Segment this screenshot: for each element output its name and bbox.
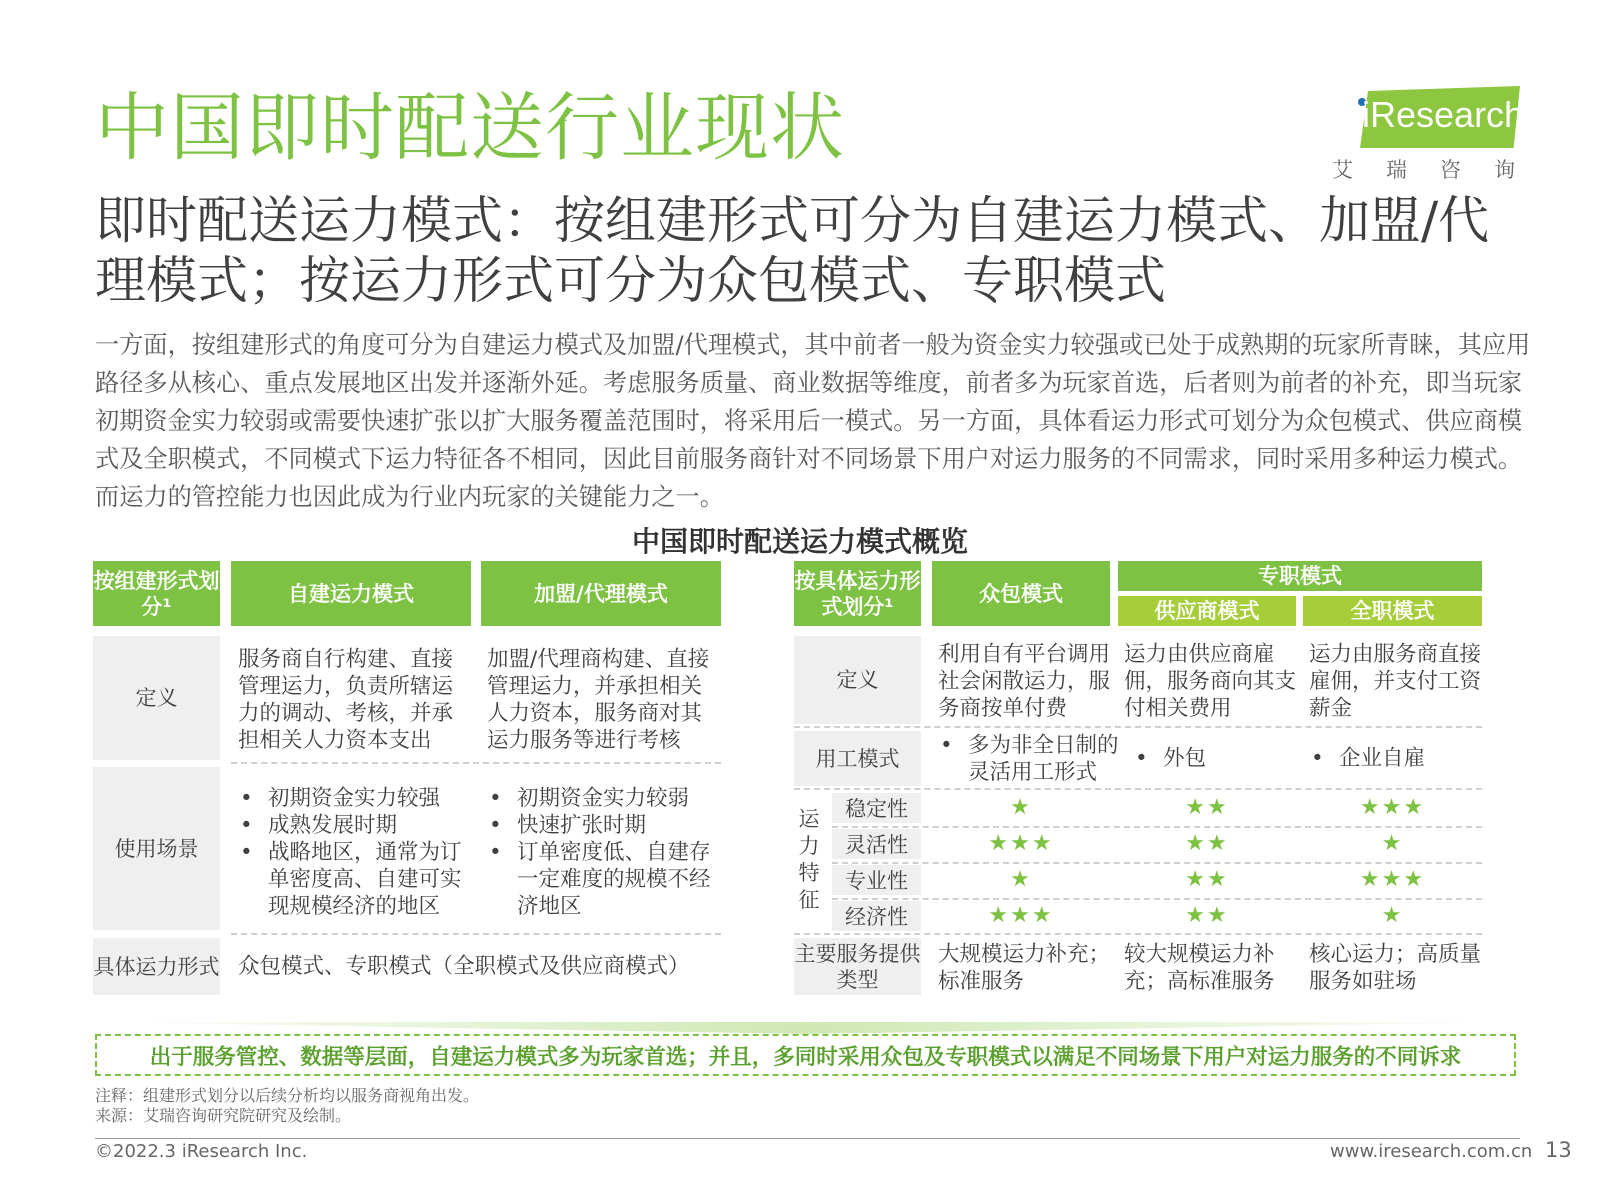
subtitle: 即时配送运力模式：按组建形式可分为自建运力模式、加盟/代理模式；按运力形式可分为众包模式、专职模式: [95, 192, 1490, 311]
right-service-type-col3: 核心运力；高质量服务如驻场: [1309, 942, 1482, 994]
footer-divider: [95, 1138, 1520, 1139]
left-scenarios-label: 使用场景: [93, 767, 220, 930]
feature-label-professionalism: 专业性: [832, 865, 921, 895]
copyright: ©2022.3 iResearch Inc.: [95, 1141, 308, 1162]
right-employment-col3: [1309, 745, 1479, 772]
list-item: • 快速扩张时期: [487, 812, 719, 839]
right-separator: [832, 898, 1482, 900]
right-separator: [794, 726, 1482, 728]
economy-supplier-rating: ★★: [1185, 903, 1229, 928]
flexibility-supplier-rating: ★★: [1185, 831, 1229, 856]
right-col1-header: 众包模式: [932, 561, 1110, 626]
intro-paragraph: 一方面，按组建形式的角度可分为自建运力模式及加盟/代理模式，其中前者一般为资金实力较强或已处于成熟期的玩家所青睐，其应用路径多从核心、重点发展地区出发并逐渐外延。考虑服务质量、商业数据等维度，前者多为玩家首选，后者则为前者的补充，即当玩家初期资金实力较弱或需要快速扩张以扩大服务覆盖范围时，将采用后一模式。另一方面，具体看运力形式可划分为众包模式、供应商模式及全职模式，不同模式下运力特征各不相同，因此目前服务商针对不同场景下用户对运力服务的不同需求，同时采用多种运力模式。而运力的管控能力也因此成为行业内玩家的关键能力之一。: [95, 331, 1531, 511]
right-separator: [794, 933, 1482, 935]
right-separator: [832, 862, 1482, 864]
right-separator: [794, 788, 1482, 790]
left-col2-header: 加盟/代理模式: [481, 561, 721, 626]
right-corner-header: 按具体运力形式划分¹: [794, 561, 921, 626]
right-definition-col1: 利用自有平台调用社会闲散运力，服务商按单付费: [938, 642, 1111, 721]
logo-brand: Research: [1370, 94, 1525, 135]
left-corner-header: 按组建形式划分¹: [93, 561, 220, 626]
footnote: 注释：组建形式划分以后续分析均以服务商视角出发。: [95, 1086, 480, 1105]
right-col2-header: 供应商模式: [1118, 596, 1296, 626]
left-col1-header: 自建运力模式: [231, 561, 471, 626]
stability-crowdsource-rating: ★: [1010, 795, 1032, 820]
list-item: • 战略地区，通常为订单密度高、自建可实现规模经济的地区: [238, 839, 470, 920]
left-separator: [231, 933, 721, 935]
right-service-type-col2: 较大规模运力补充；高标准服务: [1124, 942, 1275, 994]
economy-fulltime-rating: ★: [1381, 903, 1404, 928]
feature-label-economy: 经济性: [832, 901, 921, 931]
logo-prefix: i: [1362, 94, 1370, 135]
logo-cn: 艾瑞咨询: [1332, 158, 1548, 182]
flexibility-crowdsource-rating: ★★★: [988, 831, 1054, 856]
list-item: • 外包: [1133, 745, 1293, 772]
professionalism-supplier-rating: ★★: [1185, 867, 1229, 892]
list-item: • 初期资金实力较强: [238, 785, 470, 812]
notes: [95, 1086, 479, 1126]
left-definition-label: 定义: [93, 636, 220, 760]
feature-label-flexibility: 灵活性: [832, 829, 921, 859]
stability-fulltime-rating: ★★★: [1359, 795, 1426, 820]
left-capacity-form-value: 众包模式、专职模式（全职模式及供应商模式）: [238, 954, 690, 979]
professionalism-crowdsource-rating: ★: [1010, 867, 1032, 892]
feature-label-stability: 稳定性: [832, 793, 921, 823]
left-definition-col2: 加盟/代理商构建、直接管理运力，并承担相关人力资本，服务商对其运力服务等进行考核: [487, 647, 710, 753]
left-definition-col1: 服务商自行构建、直接管理运力，负责所辖运力的调动、考核，并承担相关人力资本支出: [238, 647, 454, 753]
economy-crowdsource-rating: ★★★: [988, 903, 1054, 928]
right-definition-label: 定义: [794, 636, 921, 724]
right-employment-col2: [1133, 745, 1293, 772]
right-service-type-col1: 大规模运力补充；标准服务: [938, 942, 1111, 994]
stability-supplier-rating: ★★: [1185, 795, 1229, 820]
list-item: • 多为非全日制的灵活用工形式: [938, 732, 1126, 786]
list-item: • 初期资金实力较弱: [487, 785, 719, 812]
iresearch-logo: [1330, 86, 1548, 182]
left-scenarios-col2: [487, 785, 719, 920]
logo-text: [1362, 94, 1524, 136]
down-arrow-shape: [95, 1022, 1520, 1034]
list-item: • 企业自雇: [1309, 745, 1479, 772]
flexibility-fulltime-rating: ★: [1381, 831, 1404, 856]
left-capacity-form-label: 具体运力形式: [93, 938, 220, 995]
website-link[interactable]: www.iresearch.com.cn: [1330, 1141, 1533, 1162]
source: 来源：艾瑞咨询研究院研究及绘制。: [95, 1106, 352, 1125]
list-item: • 成熟发展时期: [238, 812, 470, 839]
right-definition-col2: 运力由供应商雇佣，服务商向其支付相关费用: [1124, 642, 1297, 721]
left-scenarios-col1: [238, 785, 470, 920]
right-group-header: 专职模式: [1118, 561, 1482, 591]
page-number: 13: [1545, 1138, 1572, 1162]
conclusion-box: 出于服务管控、数据等层面，自建运力模式多为玩家首选；并且，多同时采用众包及专职模式以满足不同场景下用户对运力服务的不同诉求: [95, 1034, 1516, 1076]
right-employment-label: 用工模式: [794, 731, 921, 786]
right-separator: [832, 826, 1482, 828]
list-item: • 订单密度低、自建存一定难度的规模不经济地区: [487, 839, 719, 920]
right-employment-col1: [938, 732, 1126, 786]
left-separator: [231, 762, 721, 764]
right-features-group-label: 运力特征: [798, 807, 820, 912]
right-definition-col3: 运力由服务商直接雇佣，并支付工资薪金: [1309, 642, 1482, 721]
page-title: 中国即时配送行业现状: [95, 85, 845, 171]
right-service-type-label: 主要服务提供类型: [794, 938, 921, 995]
right-col3-header: 全职模式: [1303, 596, 1482, 626]
professionalism-fulltime-rating: ★★★: [1359, 867, 1426, 892]
table-title: 中国即时配送运力模式概览: [631, 525, 968, 558]
